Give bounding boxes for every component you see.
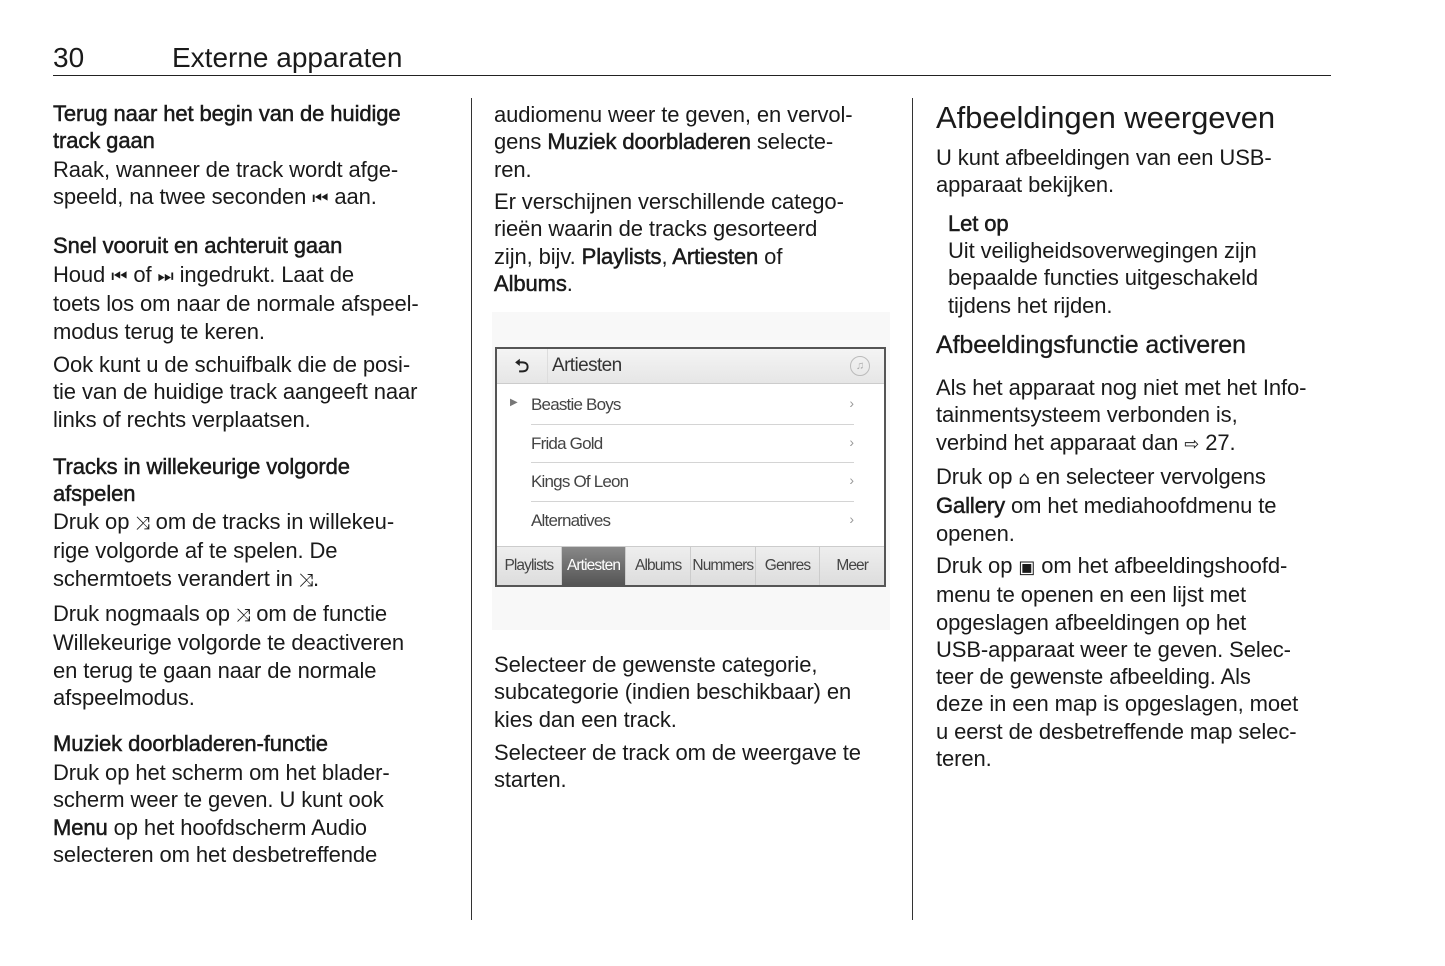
shuffle-off-icon: ⤨: [298, 569, 314, 591]
paragraph: [936, 552, 1298, 772]
bold-text: Let op: [948, 211, 1009, 236]
list-item[interactable]: [531, 463, 854, 502]
text: op het hoofdscherm Audio selecteren om het desbetreffende: [53, 814, 378, 867]
back-icon[interactable]: ⮌: [497, 349, 548, 383]
paragraph: [494, 101, 853, 183]
text: om het afbeeldingshoofd- menu te openen en een lijst met opgeslagen afbeeldingen op het USB-apparaat weer te geven. Selec- teer de gewenste afbeelding. Als deze in een map is opgeslagen, moet u eerst de desbetreffende map selec- teren.: [936, 553, 1299, 772]
previous-track-icon: ⏮: [111, 266, 128, 287]
tab-playlists[interactable]: Playlists: [497, 547, 562, 585]
text: Druk op: [936, 464, 1019, 489]
bold-text: Tracks in willekeurige volgorde afspelen: [53, 454, 350, 507]
text: Druk op het scherm om het blader- scherm weer te geven. U kunt ook: [53, 760, 390, 813]
screen-header: [497, 349, 884, 384]
text: Druk op: [936, 553, 1019, 578]
text: Er verschijnen verschillende catego- rieën waarin de tracks gesorteerd zijn, bijv.: [494, 189, 844, 269]
bold-text: Muziek doorbladeren-functie: [53, 731, 328, 756]
tab-nummers[interactable]: Nummers: [691, 547, 756, 585]
section-heading: [53, 730, 328, 757]
text: Raak, wanneer de track wordt afge- speeld, na twee seconden: [53, 157, 399, 210]
section-heading: [53, 100, 401, 155]
list-item[interactable]: [510, 386, 854, 425]
text: ,: [661, 243, 673, 269]
bold-text: Albums: [494, 270, 567, 296]
section-title: [936, 100, 1275, 136]
shuffle-off-icon: ⤨: [235, 605, 251, 626]
text: U kunt afbeeldingen van een USB- apparaat bekijken.: [936, 145, 1272, 198]
paragraph: [53, 759, 390, 868]
shuffle-icon: ⤨: [135, 513, 150, 534]
paragraph: [936, 144, 1272, 199]
text: om het mediahoofdmenu te openen.: [936, 493, 1277, 546]
paragraph: [936, 374, 1306, 458]
artist-list: [497, 384, 884, 549]
next-track-icon: ⏭: [157, 266, 174, 287]
note-text: [948, 237, 1258, 319]
list-item-label: Kings Of Leon: [531, 472, 629, 491]
list-item-label: Beastie Boys: [531, 395, 621, 414]
tab-genres[interactable]: Genres: [756, 547, 821, 585]
text: 27.: [1199, 429, 1236, 455]
chevron-right-icon: ›: [849, 510, 854, 527]
paragraph: [53, 351, 417, 433]
paragraph: [53, 261, 419, 345]
list-item[interactable]: [531, 502, 854, 540]
text: Druk nogmaals op: [53, 601, 236, 626]
text: Afbeeldingen weergeven: [936, 100, 1276, 135]
text: Houd: [53, 262, 112, 287]
text: Als het apparaat nog niet met het Info- tainmentsysteem verbonden is, verbind het apparaat dan: [936, 375, 1307, 455]
play-icon: ▶: [510, 397, 518, 408]
text: en selecteer vervolgens: [1035, 464, 1266, 489]
text: Uit veiligheidsoverwegingen zijn bepaalde functies uitgeschakeld tijdens het rijden.: [948, 238, 1259, 318]
music-note-icon[interactable]: ♫: [850, 356, 870, 376]
section-heading: [53, 232, 342, 259]
bold-text: Snel vooruit en achteruit gaan: [53, 233, 343, 258]
column-divider: [471, 98, 472, 920]
bold-text: Menu: [53, 814, 108, 840]
tab-meer[interactable]: Meer: [836, 557, 869, 574]
column-divider: [912, 98, 913, 920]
tab-artiesten[interactable]: Artiesten: [562, 547, 627, 585]
text: audiomenu weer te geven, en vervol- gens: [494, 102, 853, 155]
paragraph: [53, 508, 394, 594]
paragraph: [494, 188, 844, 297]
paragraph: [53, 156, 398, 213]
text: om de tracks in willekeu- rige volgorde af te spelen. De schermtoets verandert in: [53, 509, 395, 591]
category-tabs: [497, 546, 884, 585]
list-item[interactable]: [531, 425, 854, 464]
header-rule: [53, 75, 1331, 76]
picture-icon: ▣: [1018, 557, 1036, 578]
subsection-heading: [936, 330, 1246, 360]
section-heading: [53, 453, 350, 508]
chevron-right-icon: ›: [849, 433, 854, 450]
text: .: [566, 270, 573, 296]
text: om de functie Willekeurige volgorde te deactiveren en terug te gaan naar de normale afspeelmodus.: [53, 601, 405, 710]
paragraph: [494, 739, 861, 794]
text: of: [127, 262, 158, 287]
list-item-label: Alternatives: [531, 510, 611, 530]
text: Selecteer de gewenste categorie, subcategorie (indien beschikbaar) en kies dan een track.: [494, 652, 852, 732]
page-number: 30: [53, 42, 85, 73]
chevron-right-icon: ›: [849, 472, 854, 488]
screen-title: Artiesten: [552, 355, 622, 376]
bold-text: Muziek doorbladeren: [547, 129, 751, 155]
bold-text: Playlists: [581, 243, 662, 269]
text: Druk op: [53, 509, 136, 534]
text: .: [313, 565, 320, 591]
text: ingedrukt. Laat de toets los om naar de normale afspeel- modus terug te keren.: [53, 262, 419, 344]
previous-track-icon: ⏮: [312, 188, 329, 210]
paragraph: [494, 651, 851, 733]
list-item-label: Frida Gold: [531, 433, 603, 453]
text: Afbeeldingsfunctie activeren: [936, 331, 1246, 359]
text: selecte- ren.: [494, 129, 834, 182]
paragraph: [936, 463, 1276, 547]
paragraph: [53, 600, 404, 711]
bold-text: Gallery: [936, 493, 1005, 519]
note-label: [948, 210, 1009, 237]
bold-text: Artiesten: [672, 243, 759, 269]
reference-arrow-icon: ⇨: [1184, 433, 1200, 455]
bold-text: Terug naar het begin van de huidige track gaan: [53, 101, 401, 154]
text: of: [764, 243, 783, 269]
text: Ook kunt u de schuifbalk die de posi- tie van de huidige track aangeeft naar links of rechts verplaatsen.: [53, 352, 418, 432]
chevron-right-icon: ›: [849, 395, 854, 411]
tab-albums[interactable]: Albums: [626, 547, 691, 585]
home-icon: ⌂: [1018, 468, 1030, 489]
text: aan.: [328, 184, 377, 210]
infotainment-screen: [495, 347, 886, 587]
page-title: Externe apparaten: [172, 42, 403, 73]
text: Selecteer de track om de weergave te starten.: [494, 740, 861, 793]
